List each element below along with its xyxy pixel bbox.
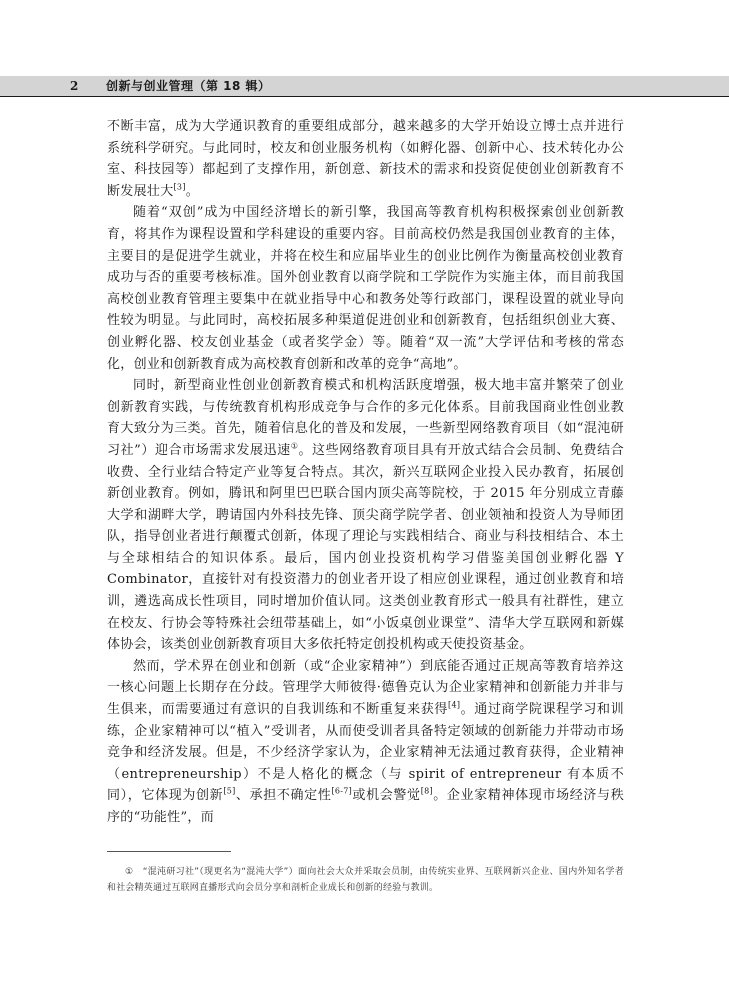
citation-marker: [3] xyxy=(173,182,186,192)
text-run: 。通过商学院课程学习和训练，企业家精神可以“植入”受训者，从而使受训者具备特定领域的创新能力并带动市场竞争和经济发展。但是，不少经济学家认为，企业家精神无法通过教育获得，企业精神（entrepreneurship）不是人格化的概念（与 spirit of entrepreneur 有本质不同），它体现为创新 xyxy=(107,702,624,804)
citation-marker: [4] xyxy=(448,700,461,710)
citation-marker: [6-7] xyxy=(331,787,353,797)
citation-marker: ① xyxy=(290,441,299,451)
body-text xyxy=(107,116,624,829)
citation-marker: [8] xyxy=(420,787,433,797)
footnote-rule xyxy=(107,851,231,852)
running-head-title: 创新与创业管理（第 18 辑） xyxy=(106,79,271,93)
text-run: 同时，新型商业性创业创新教育模式和机构活跃度增强，极大地丰富并繁荣了创业创新教育实践，与传统教育机构形成竞争与合作的多元化体系。目前我国商业性创业教育大致分为三类。首先，随着信息化的普及和发展，一些新型网络教育项目（如“混沌研习社”）迎合市场需求发展迅速 xyxy=(107,378,624,458)
paragraph xyxy=(107,375,624,656)
header-rule xyxy=(0,96,729,97)
text-run: 。 xyxy=(185,183,200,199)
text-run: 、承担不确定性 xyxy=(235,788,332,804)
paragraph xyxy=(107,116,624,202)
page-number: 2 xyxy=(70,79,79,93)
text-run: 或机会警觉 xyxy=(352,788,421,804)
text-run: 。企业家精神体现市场经济与秩序的“功能性”，而 xyxy=(107,788,624,825)
text-run: 。这些网络教育项目具有开放式结合会员制、免费结合收费、全行业结合特定产业等复合特点。其次，新兴互联网企业投入民办教育，拓展创新创业教育。例如，腾讯和阿里巴巴联合国内顶尖高等院校，于 2015 年分别成立青藤大学和湖畔大学，聘请国内外科技先锋、顶尖商学院学者、创业领袖和投资人为导师团队，指导创业者进行颠覆式创新，体现了理论与实践相结合、商业与科技相结合、本土与全球相结合的知识体系。最后，国内创业投资机构学习借鉴美国创业孵化器 Y Combinator，直接针对有投资潜力的创业者开设了相应创业课程，通过创业教育和培训，遴选高成长性项目，同时增加价值认同。这类创业教育形式一般具有社群性，建立在校友、行协会等特殊社会纽带基础上，如“小饭桌创业课堂”、清华大学互联网和新媒体协会，该类创业创新教育项目大多依托特定创投机构或天使投资基金。 xyxy=(107,442,624,653)
footnote-text: ① “混沌研习社”（现更名为“混沌大学”）面向社会大众并采取会员制，由传统实业界、互联网新兴企业、国内外知名学者和社会精英通过互联网直播形式向会员分享和剖析企业成长和创新的经验与教训。 xyxy=(107,867,624,893)
paragraph xyxy=(107,202,624,375)
text-run: 随着“双创”成为中国经济增长的新引擎，我国高等教育机构积极探索创业创新教育，将其作为课程设置和学科建设的重要内容。目前高校仍然是我国创业教育的主体，主要目的是促进学生就业，并将在校生和应届毕业生的创业比例作为衡量高校创业教育成功与否的重要考核标准。国外创业教育以商学院和工学院作为实施主体，而目前我国高校创业教育管理主要集中在就业指导中心和教务处等行政部门，课程设置的就业导向性较为明显。与此同时，高校拓展多种渠道促进创业和创新教育，包括组织创业大赛、创业孵化器、校友创业基金（或者奖学金）等。随着“双一流”大学评估和考核的常态化，创业和创新教育成为高校教育创新和改革的竞争“高地”。 xyxy=(107,205,624,372)
text-run: 不断丰富，成为大学通识教育的重要组成部分，越来越多的大学开始设立博士点并进行系统科学研究。与此同时，校友和创业服务机构（如孵化器、创新中心、技术转化办公室、科技园等）都起到了支撑作用，新创意、新技术的需求和投资促使创业创新教育不断发展壮大 xyxy=(107,119,624,199)
citation-marker: [5] xyxy=(223,787,236,797)
footnote xyxy=(107,864,624,896)
paragraph xyxy=(107,656,624,829)
text-run: 然而，学术界在创业和创新（或“企业家精神”）到底能否通过正规高等教育培养这一核心问题上长期存在分歧。管理学大师彼得·德鲁克认为企业家精神和创新能力并非与生俱来，而需要通过有意识的自我训练和不断重复来获得 xyxy=(107,658,624,718)
